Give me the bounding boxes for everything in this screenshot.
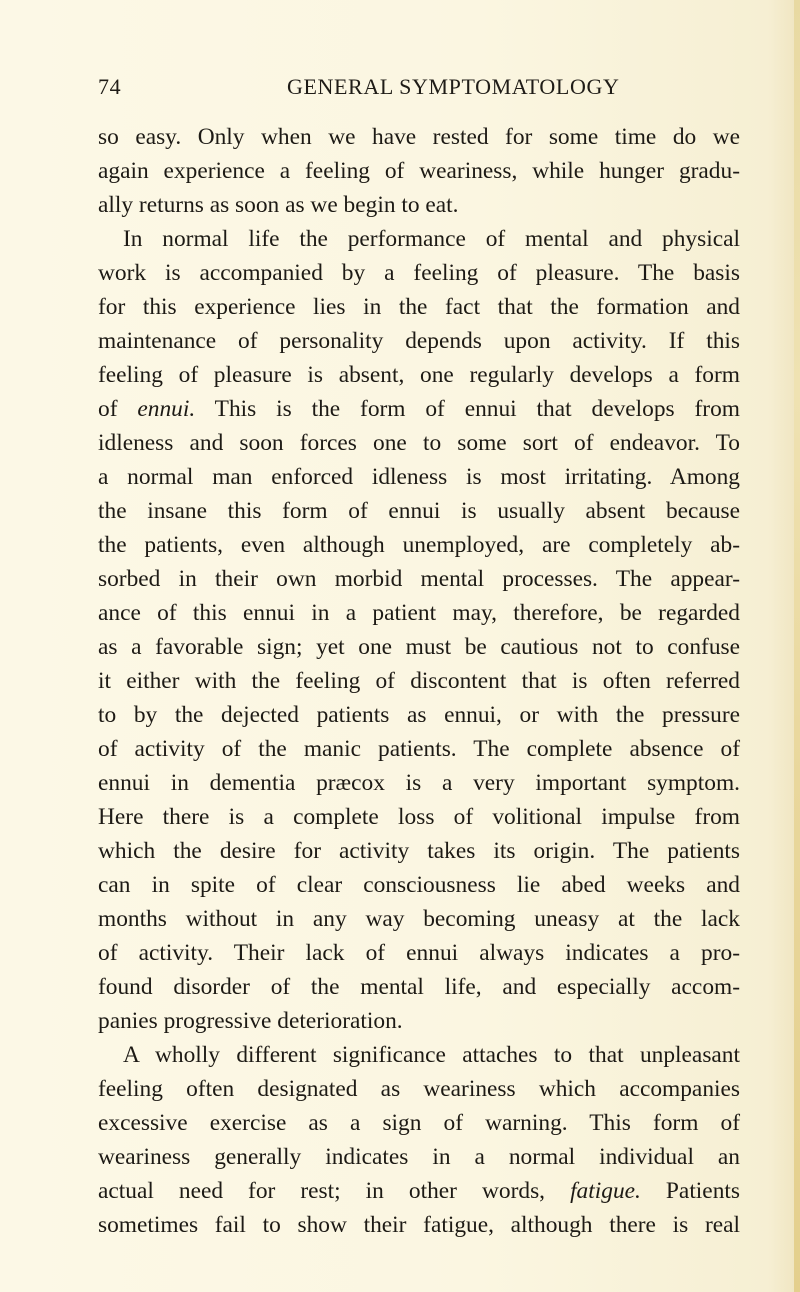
text-fragment: actual need for rest; in other words, [98,1178,546,1204]
text-line: feeling often designated as weariness which accompanies [98,1076,740,1102]
text-line: excessive exercise as a sign of warning. This form of [98,1110,740,1136]
text-line: as a favorable sign; yet one must be cautious not to confuse [98,634,740,660]
text-line: A wholly different significance attaches to that unpleasant [123,1042,740,1068]
text-line: In normal life the performance of mental and physical [123,226,740,252]
text-line: ally returns as soon as we begin to eat. [98,192,459,218]
text-line: sometimes fail to show their fatigue, although there is real [98,1212,740,1238]
text-line: which the desire for activity takes its origin. The patients [98,838,740,864]
text-line: can in spite of clear consciousness lie abed weeks and [98,872,740,898]
text-fragment: Patients [665,1178,740,1204]
text-line: months without in any way becoming uneasy at the lack [98,906,740,932]
text-line: ennui in dementia præcox is a very important symptom. [98,770,740,796]
italic-term: fatigue. [570,1178,641,1204]
text-line: to by the dejected patients as ennui, or with the pressure [98,702,740,728]
page-edge [794,0,800,1292]
text-fragment: This is the form of ennui that develops from [214,396,740,422]
text-line: ance of this ennui in a patient may, therefore, be regarded [98,600,740,626]
text-line: for this experience lies in the fact that the formation and [98,294,740,320]
text-line: again experience a feeling of weariness, while hunger gradu- [98,158,740,184]
text-line: found disorder of the mental life, and especially accom- [98,974,740,1000]
text-line [98,1174,740,1208]
body-text [98,120,740,1242]
text-line: it either with the feeling of discontent that is often referred [98,668,740,694]
text-line: feeling of pleasure is absent, one regularly develops a form [98,362,740,388]
text-line: a normal man enforced idleness is most irritating. Among [98,464,740,490]
running-title: GENERAL SYMPTOMATOLOGY [287,74,620,99]
text-line: sorbed in their own morbid mental processes. The appear- [98,566,740,592]
running-head [98,74,732,104]
text-fragment: of [98,396,118,422]
italic-term: ennui. [137,396,196,422]
text-line: Here there is a complete loss of volitional impulse from [98,804,740,830]
text-line: idleness and soon forces one to some sort of endeavor. To [98,430,740,456]
text-line: of activity of the manic patients. The complete absence of [98,736,740,762]
text-line: panies progressive deterioration. [98,1008,403,1034]
page-number: 74 [98,74,122,99]
text-line: of activity. Their lack of ennui always indicates a pro- [98,940,740,966]
text-line: weariness generally indicates in a normal individual an [98,1144,740,1170]
text-line: the insane this form of ennui is usually absent because [98,498,740,524]
text-line: so easy. Only when we have rested for some time do we [98,124,740,150]
text-line: maintenance of personality depends upon activity. If this [98,328,740,354]
text-line: the patients, even although unemployed, are completely ab- [98,532,740,558]
text-line [98,392,740,426]
text-line: work is accompanied by a feeling of pleasure. The basis [98,260,740,286]
